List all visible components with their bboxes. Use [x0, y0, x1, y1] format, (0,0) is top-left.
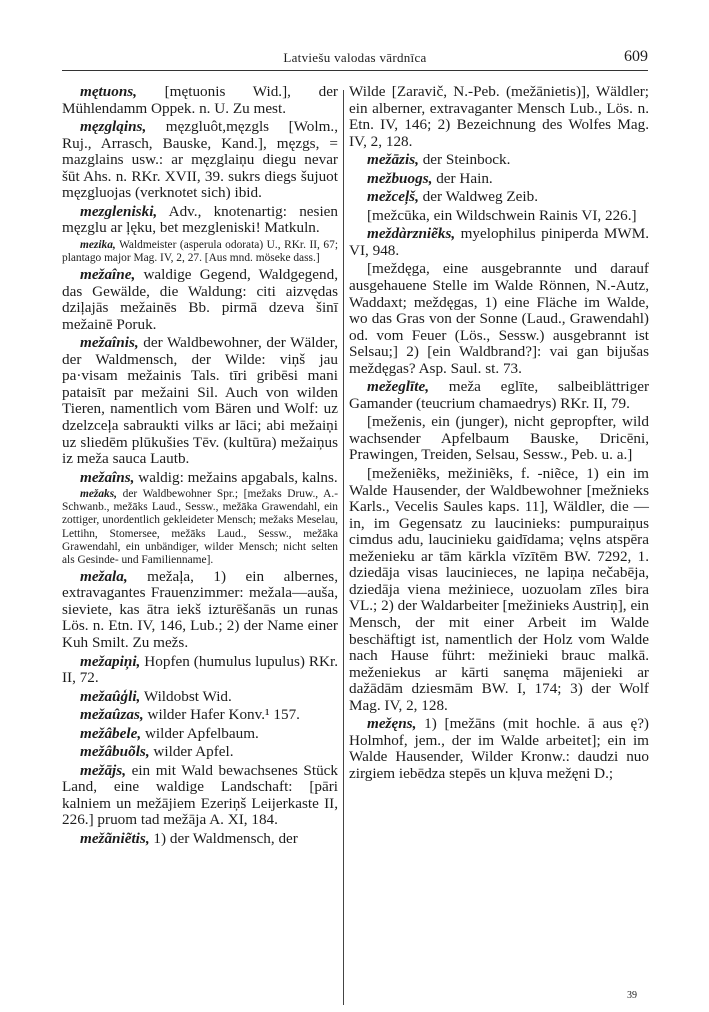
- entry-text: 1) der Waldmensch, der: [149, 829, 298, 847]
- dictionary-entry: [62, 119, 338, 202]
- dictionary-entry: [349, 379, 649, 412]
- entry-headword: mežājs,: [80, 761, 126, 779]
- entry-text: der Hain.: [432, 169, 493, 187]
- dictionary-entry: [349, 716, 649, 782]
- dictionary-entry: [62, 654, 338, 687]
- dictionary-entry: [62, 831, 338, 848]
- dictionary-entry: [62, 84, 338, 117]
- dictionary-entry: [62, 488, 338, 567]
- entry-headword: mežaîne,: [80, 266, 136, 284]
- right-column: [349, 84, 649, 784]
- dictionary-entry: [349, 189, 649, 206]
- dictionary-entry: [349, 152, 649, 169]
- page-header: [62, 46, 648, 71]
- entry-headword: mezika,: [80, 238, 116, 251]
- dictionary-entry: [62, 707, 338, 724]
- dictionary-entry: [349, 261, 649, 377]
- entry-text: Waldmeister (asperula odorata) U., RKr. II, 67; plantago major Mag. IV, 2, 27. [Aus mnd. möseke dass.]: [62, 238, 338, 265]
- entry-text: wilder Hafer Konv.¹ 157.: [143, 706, 300, 724]
- dictionary-entry: [349, 466, 649, 714]
- dictionary-entry: [62, 204, 338, 237]
- entry-headword: mezgleniski,: [80, 202, 158, 220]
- dictionary-entry: [62, 470, 338, 487]
- dictionary-entry: [349, 414, 649, 464]
- entry-headword: mętuons,: [80, 83, 137, 100]
- entry-headword: mežaîns,: [80, 468, 135, 486]
- entry-headword: mežceļš,: [367, 188, 419, 206]
- entry-text: waldige Gegend, Waldgegend, das Gewälde, die Waldung: citi aizvędas dziļajās mežainēs Bb. pirmā dzeva šinī mežainē Poruk.: [62, 266, 338, 333]
- entry-text: wilder Apfelbaum.: [141, 724, 259, 742]
- entry-text: [mežcūka, ein Wildschwein Rainis VI, 226.]: [367, 206, 637, 224]
- dictionary-entry: [62, 689, 338, 706]
- dictionary-entry: [62, 239, 338, 265]
- printer-signature: 39: [627, 990, 637, 1001]
- entry-headword: męzgląins,: [80, 118, 147, 136]
- dictionary-entry: [62, 763, 338, 829]
- dictionary-entry: [62, 267, 338, 333]
- entry-headword: mežaûģli,: [80, 687, 141, 705]
- dictionary-entry: [349, 171, 649, 188]
- entry-text: mežaļa, 1) ein albernes, extravagantes Frauenzimmer: mežala—auša, sieviete, kas ātra iekš izturēšanās un runas Lös. n. Etn. IV, 146, Lub.; 2) der Name einer Kuh Smilt. Zu mežs.: [62, 567, 338, 651]
- left-column: [62, 84, 338, 850]
- entry-headword: mežala,: [80, 567, 128, 585]
- entry-headword: mežaûzas,: [80, 706, 144, 724]
- entry-headword: mežeglīte,: [367, 378, 429, 396]
- entry-headword: mežâbele,: [80, 724, 142, 742]
- entry-text: [meždęga, eine ausgebrannte und darauf ausgehauene Stelle im Walde Rönnen, N.-Autz, Waddaxt; meždęgas, 1) eine Fläche im Walde, wo das Gras von der Sonne (Laud., Grawendahl) od. vom Feuer (Lös., Sessw.) ausgebrannt ist Selsau;] 2) [ein Waldbrand?]: vai gan bijušas meždęgas? Asp. Saul. st. 73.: [349, 260, 649, 377]
- dictionary-entry: [62, 569, 338, 652]
- entry-headword: mežâbuõls,: [80, 743, 150, 761]
- dictionary-entry: [62, 726, 338, 743]
- entry-text: meža eglīte, salbeiblättriger Gamander (teucrium chamaedrys) RKr. II, 79.: [349, 378, 649, 412]
- entry-text: der Waldbewohner, der Wälder, der Waldmensch, der Wilde: viņš jau pa·visam mežainis Tals. tīri gribēsi mani pataisīt par mežaini Sil. Auch von wilden Tieren, namentlich vom Bären und Wolf: uz dzelzceļa sabraukti vilks ar lāci; abi mežaiņi uz sliedēm plūkušies Tēv. (kultūra) mežaiņus iz meža sauca Lautb.: [62, 334, 338, 468]
- entry-headword: meždàrzniẽks,: [367, 225, 456, 243]
- entry-text: [mętuonis Wid.], der Mühlendamm Oppek. n. U. Zu mest.: [62, 83, 338, 117]
- entry-text: Wilde [Zaravič, N.-Peb. (mežānietis)], Wäldler; ein alberner, extravaganter Mensch Lub., Lös. n. Etn. IV, 146; 2) Bezeichnung des Wolfes Mag. IV, 2, 128.: [349, 83, 649, 150]
- entry-headword: mežęns,: [367, 715, 417, 733]
- entry-headword: mežaks,: [80, 488, 118, 501]
- entry-headword: mežapiņi,: [80, 652, 141, 670]
- entry-text: wilder Apfel.: [149, 743, 234, 761]
- column-divider: [343, 90, 344, 1005]
- entry-text: męzgluôt,męzgls [Wolm., Ruj., Arrasch, Bauske, Kand.], męzgs, = mazglains usw.: ar męzglaiņu diegu nevar šūt Ahs. n. RKr. XVII, 39. sukrs diegs šujuot męzgluojas (verknotet sich) ibid.: [62, 118, 338, 202]
- dictionary-entry: [62, 335, 338, 467]
- entry-text: ein mit Wald bewachsenes Stück Land, eine waldige Landschaft: [pāri kalniem un mežājiem Ezeriņš Leijerkaste II, 226.] pruom tad mežāja A. XI, 184.: [62, 761, 338, 829]
- entry-text: Hopfen (humulus lupulus) RKr. II, 72.: [62, 652, 338, 687]
- entry-headword: mežãniẽtis,: [80, 829, 150, 847]
- dictionary-entry: [349, 208, 649, 225]
- entry-text: [meženis, ein (junger), nicht gepropfter, wild wachsender Apfelbaum Bauske, Dricēni, Prawingen, Treiden, Selsau, Sessw., Peb. u. a.]: [349, 413, 649, 464]
- entry-text: Wildobst Wid.: [140, 687, 232, 705]
- entry-text: der Waldweg Zeib.: [418, 188, 538, 206]
- entry-text: waldig: mežains apgabals, kalns.: [134, 468, 338, 486]
- dictionary-entry: [349, 226, 649, 259]
- entry-text: der Waldbewohner Spr.; [mežaks Druw., A.-Schwanb., mežāks Laud., Sessw., mežāka Grawendahl, ein zottiger, unordentlich gekleideter Mensch; mežaks Meselau, Lettihn, Stomersee, mežāks Laud., Sessw., mežāka Grawendahl, ein unbändiger, wilder Mensch; nicht selten als Gesinde- und Familienname].: [62, 488, 338, 566]
- entry-text: 1) [mežāns (mit hochle. ā aus ę?) Holmhof, jem., der im Walde arbeitet]; ein im Walde Hausender, Wilder Kronw.: daudzi nuo zirgiem iebēdza stepēs un kļuva mežęni D.;: [349, 715, 649, 782]
- entry-text: [meženiẽks, mežiniẽks, f. -niẽce, 1) ein im Walde Hausender, der Waldbewohner [mežnieks Karls., Vecelis Saules kaps. 11], Wäldler, die — in, im Gegensatz zu laucinieks: pumpuraiņus cimdus adu, laucinieku gaidīdama; vęlns atspēra meženieku ar tām kārkla vīzītēm BW. 7292, 1. dziedāja visas laucinieces, ne lapiņa nečabēja, dziedāja viena meżiniece, uozuolam zīles bira VL.; 2) der Waldarbeiter [mežinieks Austriņ], ein Mensch, der mit einer Arbeit im Walde beschäftigt ist, namentlich der Holz vom Walde nach Hause führt: mežinieki brauc malkā. meženiekus ar kārti sanęma mājenieki ar dažādām dziesmām BW. I, 174; 3) der Wolf Mag. IV, 2, 128.: [349, 465, 649, 714]
- page-number: 609: [624, 48, 648, 65]
- dictionary-entry: [62, 744, 338, 761]
- entry-text: der Steinbock.: [418, 151, 511, 169]
- running-title: Latviešu valodas vārdnīca: [283, 50, 427, 65]
- dictionary-entry: [349, 84, 649, 150]
- entry-headword: mežbuogs,: [367, 169, 433, 187]
- entry-text: Adv., knotenartig: nesien męzglu ar ļęku, bet mezgleniski! Matkuln.: [62, 202, 338, 237]
- entry-headword: mežaînis,: [80, 334, 139, 352]
- entry-headword: mežāzis,: [367, 151, 419, 169]
- entry-text: myelophilus piniperda MWM. VI, 948.: [349, 225, 649, 259]
